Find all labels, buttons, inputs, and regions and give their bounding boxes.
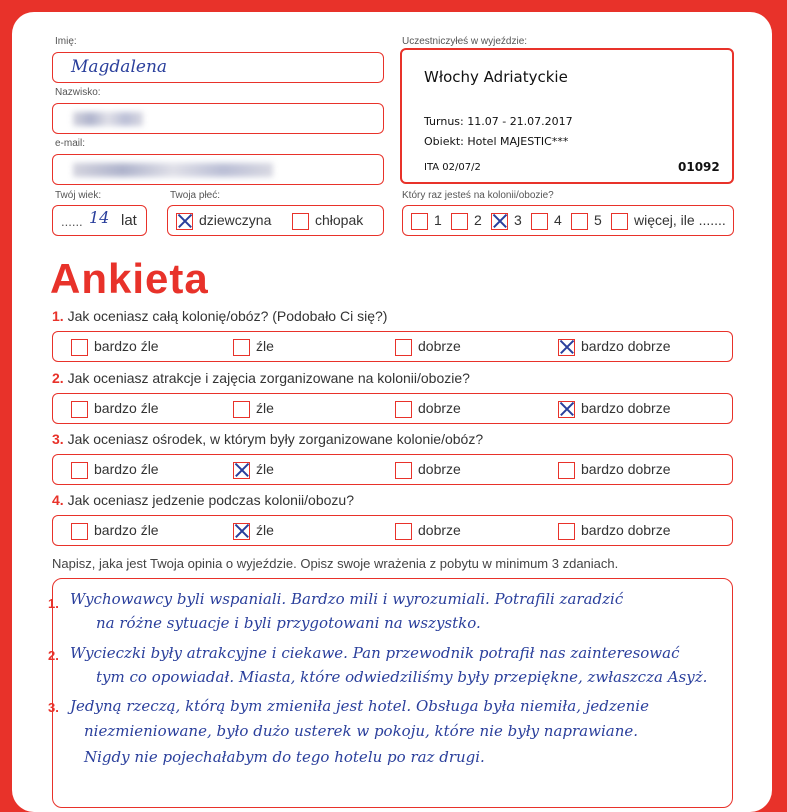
q4-label-bardzo-dobrze: bardzo dobrze [581, 522, 671, 538]
age-dots: ...... [61, 214, 83, 229]
q3-label-bardzo-dobrze: bardzo dobrze [581, 461, 671, 477]
obiekt-value: Hotel MAJESTIC*** [467, 135, 569, 148]
q4-option-zle[interactable] [233, 522, 274, 540]
trip-number: 01092 [678, 160, 720, 174]
times-label-4: 4 [554, 212, 562, 228]
redacted-email [73, 163, 273, 177]
question-1-answers [52, 331, 733, 362]
times-checkbox-2[interactable] [451, 213, 468, 230]
name-label: Imię: [55, 36, 77, 47]
q2-checkbox-zle[interactable] [233, 401, 250, 418]
opinion-line-3: Wycieczki były atrakcyjne i ciekawe. Pan przewodnik potrafił nas zainteresować [70, 644, 680, 662]
times-label-more: więcej, ile ....... [634, 212, 726, 228]
q2-label-dobrze: dobrze [418, 400, 461, 416]
q4-option-dobrze[interactable] [395, 522, 461, 540]
redacted-surname [73, 112, 143, 126]
q1-option-zle[interactable] [233, 338, 274, 356]
opinion-number-2: 2. [48, 648, 59, 663]
age-field[interactable] [52, 205, 147, 236]
question-1 [52, 308, 387, 324]
turnus-row [424, 115, 573, 128]
opinion-line-5: Jedyną rzeczą, którą bym zmieniła jest hotel. Obsługa była niemiła, jedzenie [70, 697, 649, 715]
email-field[interactable] [52, 154, 384, 185]
obiekt-label: Obiekt: [424, 135, 464, 148]
q1-label-dobrze: dobrze [418, 338, 461, 354]
q2-checkbox-dobrze[interactable] [395, 401, 412, 418]
surname-label: Nazwisko: [55, 87, 101, 98]
gender-field [167, 205, 384, 236]
gender-boy-option[interactable] [292, 212, 363, 230]
q4-label-dobrze: dobrze [418, 522, 461, 538]
opinion-line-7: Nigdy nie pojechałabym do tego hotelu po raz drugi. [84, 748, 485, 766]
q3-option-bardzo-zle[interactable] [71, 461, 159, 479]
times-checkbox-4[interactable] [531, 213, 548, 230]
opinion-line-1: Wychowawcy byli wspaniali. Bardzo mili i wyrozumiali. Potrafili zaradzić [70, 590, 624, 608]
question-1-number: 1. [52, 308, 64, 324]
q2-label-zle: źle [256, 400, 274, 416]
turnus-label: Turnus: [424, 115, 464, 128]
q4-checkbox-zle[interactable] [233, 523, 250, 540]
opinion-prompt: Napisz, jaka jest Twoja opinia o wyjeździe. Opisz swoje wrażenia z pobytu w minimum 3 zdaniach. [52, 556, 619, 571]
q3-label-zle: źle [256, 461, 274, 477]
opinion-number-3: 3. [48, 700, 59, 715]
q2-option-zle[interactable] [233, 400, 274, 418]
trip-code: ITA 02/07/2 [424, 162, 481, 173]
q2-label-bardzo-zle: bardzo źle [94, 400, 159, 416]
q1-option-bardzo-dobrze[interactable] [558, 338, 671, 356]
q4-label-zle: źle [256, 522, 274, 538]
q2-checkbox-bardzo-dobrze[interactable] [558, 401, 575, 418]
q3-checkbox-bardzo-dobrze[interactable] [558, 462, 575, 479]
trip-label: Uczestniczyłeś w wyjeździe: [402, 36, 528, 47]
name-value: Magdalena [71, 57, 168, 77]
q4-option-bardzo-zle[interactable] [71, 522, 159, 540]
times-checkbox-more[interactable] [611, 213, 628, 230]
email-label: e-mail: [55, 138, 86, 149]
trip-name: Włochy Adriatyckie [424, 68, 568, 86]
times-label: Który raz jesteś na kolonii/obozie? [402, 190, 554, 201]
times-option-5[interactable] [571, 212, 602, 230]
name-field[interactable] [52, 52, 384, 83]
q1-label-zle: źle [256, 338, 274, 354]
q3-option-bardzo-dobrze[interactable] [558, 461, 671, 479]
gender-girl-option[interactable] [176, 212, 271, 230]
times-option-2[interactable] [451, 212, 482, 230]
q2-label-bardzo-dobrze: bardzo dobrze [581, 400, 671, 416]
question-4 [52, 492, 354, 508]
opinion-line-4: tym co opowiadał. Miasta, które odwiedziliśmy były przepiękne, zwłaszcza Asyż. [96, 668, 708, 686]
survey-title: Ankieta [50, 255, 209, 302]
q4-checkbox-bardzo-dobrze[interactable] [558, 523, 575, 540]
surname-field[interactable] [52, 103, 384, 134]
times-label-1: 1 [434, 212, 442, 228]
age-unit: lat [121, 212, 137, 229]
q1-option-dobrze[interactable] [395, 338, 461, 356]
q4-label-bardzo-zle: bardzo źle [94, 522, 159, 538]
q3-checkbox-bardzo-zle[interactable] [71, 462, 88, 479]
q1-checkbox-dobrze[interactable] [395, 339, 412, 356]
question-4-answers [52, 515, 733, 546]
q1-checkbox-bardzo-dobrze[interactable] [558, 339, 575, 356]
question-2-number: 2. [52, 370, 64, 386]
q2-option-bardzo-dobrze[interactable] [558, 400, 671, 418]
q1-label-bardzo-zle: bardzo źle [94, 338, 159, 354]
q4-checkbox-dobrze[interactable] [395, 523, 412, 540]
times-option-more[interactable] [611, 212, 726, 230]
question-3-answers [52, 454, 733, 485]
gender-girl-label: dziewczyna [199, 212, 272, 228]
q3-checkbox-zle[interactable] [233, 462, 250, 479]
question-3 [52, 431, 483, 447]
obiekt-row [424, 135, 568, 148]
q1-label-bardzo-dobrze: bardzo dobrze [581, 338, 671, 354]
gender-boy-label: chłopak [315, 212, 364, 228]
q4-checkbox-bardzo-zle[interactable] [71, 523, 88, 540]
times-option-1[interactable] [411, 212, 442, 230]
times-label-2: 2 [474, 212, 482, 228]
opinion-line-2: na różne sytuacje i byli przygotowani na wszystko. [96, 614, 481, 632]
q2-option-bardzo-zle[interactable] [71, 400, 159, 418]
times-option-4[interactable] [531, 212, 562, 230]
question-2-answers [52, 393, 733, 424]
question-2-text: Jak oceniasz atrakcje i zajęcia zorganizowane na kolonii/obozie? [67, 370, 470, 386]
question-4-number: 4. [52, 492, 64, 508]
turnus-value: 11.07 - 21.07.2017 [467, 115, 573, 128]
q3-option-zle[interactable] [233, 461, 274, 479]
gender-boy-checkbox[interactable] [292, 213, 309, 230]
question-2 [52, 370, 470, 386]
opinion-number-1: 1. [48, 596, 59, 611]
q3-label-bardzo-zle: bardzo źle [94, 461, 159, 477]
times-checkbox-5[interactable] [571, 213, 588, 230]
opinion-line-6: niezmieniowane, było dużo usterek w pokoju, które nie były naprawiane. [84, 722, 639, 740]
question-4-text: Jak oceniasz jedzenie podczas kolonii/obozu? [67, 492, 354, 508]
times-option-3[interactable] [491, 212, 522, 230]
q1-checkbox-bardzo-zle[interactable] [71, 339, 88, 356]
question-3-text: Jak oceniasz ośrodek, w którym były zorganizowane kolonie/obóz? [67, 431, 484, 447]
q3-label-dobrze: dobrze [418, 461, 461, 477]
question-1-text: Jak oceniasz całą kolonię/obóz? (Podobało Ci się?) [67, 308, 388, 324]
times-field [402, 205, 734, 236]
question-3-number: 3. [52, 431, 64, 447]
q2-checkbox-bardzo-zle[interactable] [71, 401, 88, 418]
q3-option-dobrze[interactable] [395, 461, 461, 479]
q1-checkbox-zle[interactable] [233, 339, 250, 356]
times-checkbox-1[interactable] [411, 213, 428, 230]
q1-option-bardzo-zle[interactable] [71, 338, 159, 356]
q3-checkbox-dobrze[interactable] [395, 462, 412, 479]
times-label-3: 3 [514, 212, 522, 228]
age-value: 14 [89, 208, 110, 227]
times-label-5: 5 [594, 212, 602, 228]
q4-option-bardzo-dobrze[interactable] [558, 522, 671, 540]
gender-label: Twoja płeć: [170, 190, 221, 201]
gender-girl-checkbox[interactable] [176, 213, 193, 230]
q2-option-dobrze[interactable] [395, 400, 461, 418]
age-label: Twój wiek: [55, 190, 102, 201]
times-checkbox-3[interactable] [491, 213, 508, 230]
trip-info-box [400, 48, 734, 184]
opinion-field[interactable] [52, 578, 733, 808]
